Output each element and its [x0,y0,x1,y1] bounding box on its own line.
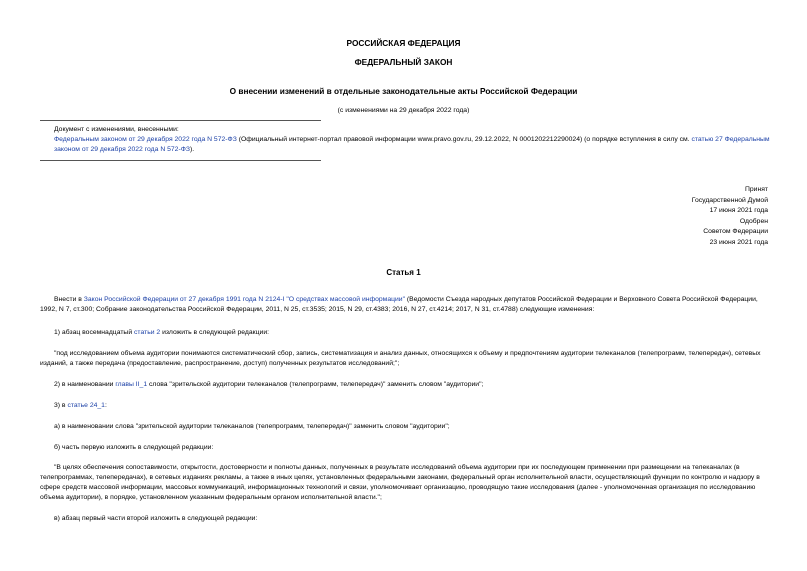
bottom-divider [40,160,321,161]
article-paragraph-7: б) часть первую изложить в следующей редакции: [54,444,214,451]
article-paragraph-2 [40,328,770,338]
link-article-2[interactable]: статьи 2 [134,329,161,336]
p5-text-b: : [104,402,107,409]
adopted-line-1: Принят [744,186,768,193]
p4-text-b: слова "зрительской аудитории телеканалов (телепрограмм, телепередач)" заменить словом "аудитории"; [147,381,484,388]
document-subtitle: (с изменениями на 29 декабря 2022 года) [337,107,470,114]
article-heading: Статья 1 [386,268,421,277]
adopted-line-4: Одобрен [739,217,768,225]
article-paragraph-6: а) в наименовании слова "зрительской аудитории телеканалов (телепрограмм, телепередач)" заменить словом "аудитории"; [54,423,450,430]
link-chapter-2-1[interactable]: главы II_1 [115,381,148,388]
changes-text [40,135,770,155]
article-paragraph-1 [40,295,770,315]
changes-intro: Документ с изменениями, внесенными: [54,126,179,133]
adopted-line-5: Советом Федерации [703,228,768,235]
article-paragraph-9: в) абзац первый части второй изложить в следующей редакции: [54,515,258,522]
document-title: О внесении изменений в отдельные законодательные акты Российской Федерации [229,86,578,96]
adopted-line-2: Государственной Думой [691,196,768,204]
link-law-572[interactable]: Федеральным законом от 29 декабря 2022 года N 572-ФЗ [54,136,237,143]
article-paragraph-3: "под исследованием объема аудитории понимаются систематический сбор, запись, систематизация и анализ данных, относящихся к объему и предпочтениям аудитории телеканалов (телепрограмм, телепередач), сетевых изданий, а также передача (предоставление, распространение, доступ) полученных результатов исследований;"; [40,350,761,367]
p4-text-a: 2) в наименовании [54,381,116,388]
p5-text-a: 3) в [54,402,68,409]
adopted-line-3: 17 июня 2021 года [709,207,768,214]
p1-text-a: Внести в [54,296,84,303]
top-divider [40,120,321,121]
article-paragraph-5 [40,401,770,411]
changes-text-1: (Официальный интернет-портал правовой информации www.pravo.gov.ru, 29.12.2022, N 0001202212290024) (о порядке вступления в силу см. [236,136,692,143]
p2-text-a: 1) абзац восемнадцатый [54,329,135,336]
changes-block [40,125,770,155]
changes-text-2: ). [190,146,195,153]
link-article-27[interactable]: статью 27 Федеральным законом от 29 декабря 2022 года N 572-ФЗ [54,136,770,153]
article-paragraph-8: "В целях обеспечения сопоставимости, открытости, достоверности и полноты данных, полученных в результате исследований объема аудитории при их последующем применении при размещении на телеканалах (в телепрограммах, телепередачах), в сетевых изданиях рекламы, а также в иных целях, установленных федеральными законами, федеральный орган исполнительной власти, осуществляющий функции по контролю и надзору в сфере средств массовой информации, массовых коммуникаций, информационных технологий и связи, уполномочивает организацию, проводящую такие исследования (далее - уполномоченная организация по исследованию объема аудитории), в порядке, установленном указанным федеральным органом исполнительной власти."; [40,464,760,501]
p1-text-b: (Ведомости Съезда народных депутатов Российской Федерации и Верховного Совета Российской Федерации, 1992, N 7, ст.300; Собрание законодательства Российской Федерации, 2011, N 25, ст.3535; 2015, N 29, ст.4383; 2016, N 27, ст.4214; 2017, N 31, ст.4788) следующие изменения: [40,296,758,313]
adoption-block [692,185,768,248]
article-paragraph-4 [40,380,770,390]
country-heading: РОССИЙСКАЯ ФЕДЕРАЦИЯ [346,38,461,48]
adopted-line-6: 23 июня 2021 года [709,238,768,246]
doc-type-heading: ФЕДЕРАЛЬНЫЙ ЗАКОН [354,57,453,67]
p2-text-b: изложить в следующей редакции: [160,329,270,336]
link-mass-media-law[interactable]: Закон Российской Федерации от 27 декабря 1991 года N 2124-I "О средствах массовой информации" [83,296,406,303]
link-article-24-1[interactable]: статье 24_1 [67,402,105,409]
